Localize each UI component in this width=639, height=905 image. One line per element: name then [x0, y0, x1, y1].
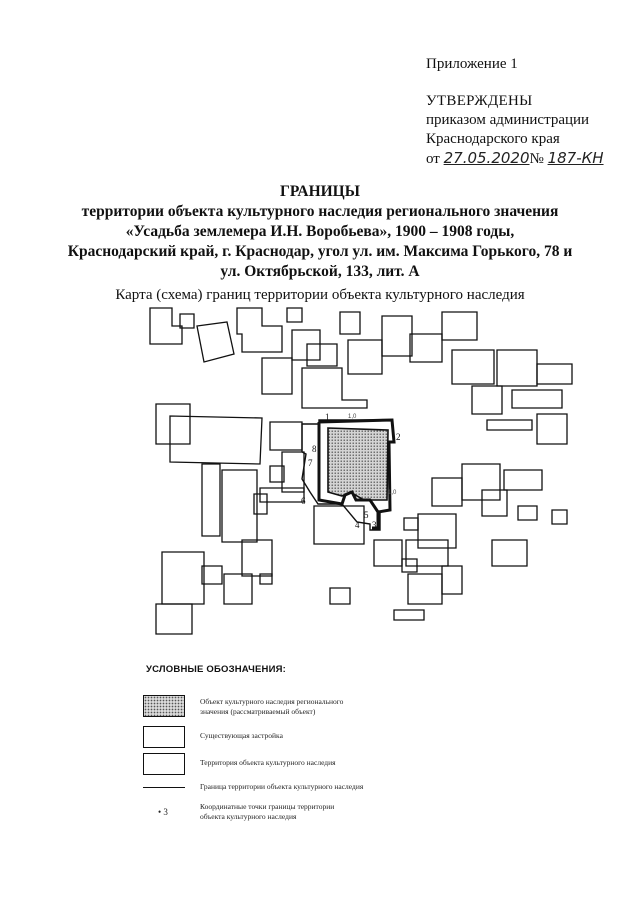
point-label: 8 — [312, 444, 317, 454]
legend-points-line-2: объекта культурного наследия — [200, 812, 297, 821]
point-label: 3 — [372, 520, 377, 530]
point-label: 7 — [308, 458, 313, 468]
order-line-1: приказом администрации — [426, 112, 590, 128]
title-line-4: ул. Октябрьской, 133, лит. А — [220, 263, 420, 280]
legend-points-text — [200, 802, 334, 822]
point-label: 4 — [355, 520, 360, 530]
point-label: 5 — [364, 510, 369, 520]
legend-object-text — [200, 697, 343, 717]
title-line-2: «Усадьба землемера И.Н. Воробьева», 1900 – 1908 годы, — [125, 223, 515, 240]
order-line-2: Краснодарского края — [426, 131, 560, 147]
point-label: 6 — [301, 496, 306, 506]
order-number: 187-КН — [547, 149, 604, 167]
appendix-label: Приложение 1 — [426, 56, 518, 72]
legend-existing-swatch — [143, 726, 185, 748]
approved-label: УТВЕРЖДЕНЫ — [426, 93, 533, 109]
legend-point-number: 3 — [163, 807, 168, 817]
legend-territory-swatch — [143, 753, 185, 775]
legend-object-line-1: Объект культурного наследия регионального — [200, 697, 344, 706]
legend-point-symbol: • 3 — [158, 807, 168, 817]
legend-existing-text: Существующая застройка — [200, 731, 283, 740]
approval-block — [426, 92, 604, 169]
point-label: 2 — [396, 432, 401, 442]
title-line-1: территории объекта культурного наследия регионального значения — [81, 203, 559, 220]
point-label: 1 — [325, 412, 330, 422]
date-number-line — [426, 149, 604, 169]
legend-boundary-text: Граница территории объекта культурного наследия — [200, 782, 364, 791]
distance-label: 1,0 — [348, 414, 357, 420]
legend-object-line-2: значения (рассматриваемый объект) — [200, 707, 316, 716]
title-line-3: Краснодарский край, г. Краснодар, угол ул. им. Максима Горького, 78 и — [67, 243, 573, 260]
date-prefix: от — [426, 151, 440, 167]
document-title — [0, 182, 639, 282]
distance-label: 1,0 — [388, 490, 397, 496]
legend-object-swatch — [143, 695, 185, 717]
boundary-map — [142, 304, 582, 654]
legend-boundary-line — [143, 787, 185, 788]
order-date: 27.05.2020 — [443, 149, 530, 167]
heritage-object — [328, 428, 388, 500]
legend-heading: УСЛОВНЫЕ ОБОЗНАЧЕНИЯ: — [146, 664, 287, 675]
title-heading: ГРАНИЦЫ — [280, 183, 360, 200]
legend-points-line-1: Координатные точки границы территории — [200, 802, 335, 811]
map-caption: Карта (схема) границ территории объекта культурного наследия — [115, 287, 525, 303]
number-prefix: № — [529, 151, 544, 167]
legend-territory-text: Территория объекта культурного наследия — [200, 758, 336, 767]
